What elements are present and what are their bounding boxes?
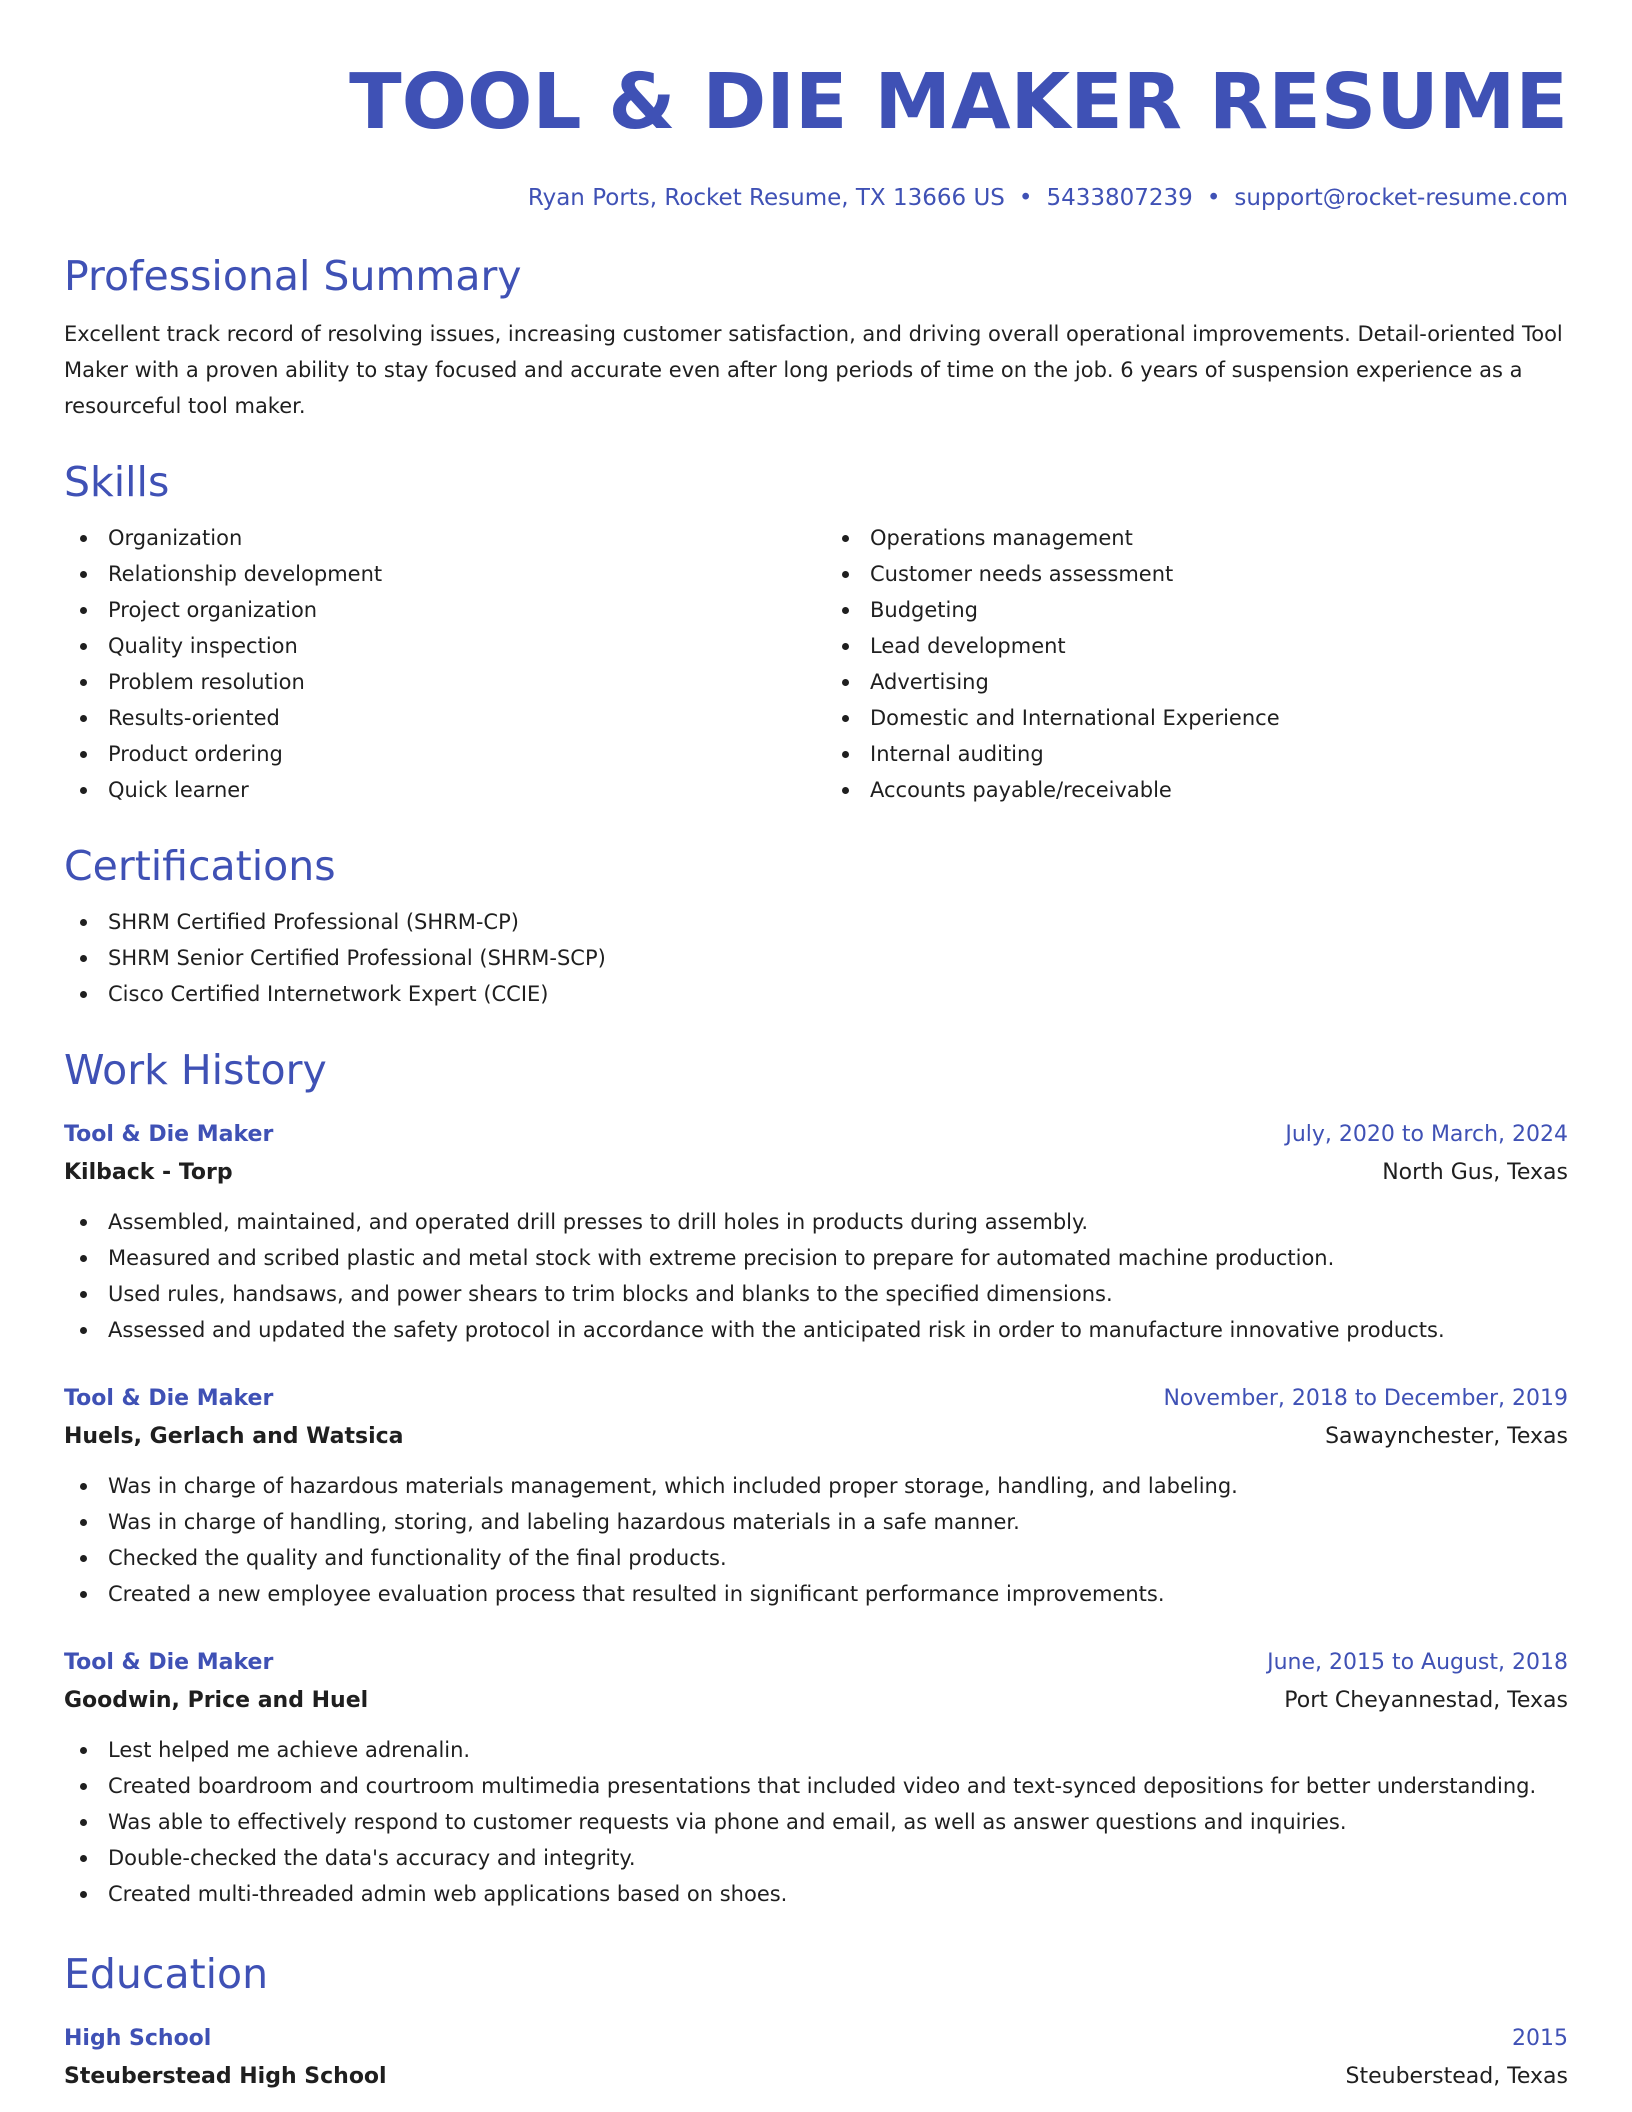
job-title: Tool & Die Maker [64,1650,274,1675]
education-heading: Education [64,1950,269,1998]
certification-item: Cisco Certified Internetwork Expert (CCIE) [64,976,1568,1012]
skill-item: Quick learner [64,772,806,808]
resume-title: TOOL & DIE MAKER RESUME [349,58,1568,147]
job-company: Goodwin, Price and Huel [64,1688,369,1713]
job-company: Huels, Gerlach and Watsica [64,1424,404,1449]
certification-item: SHRM Certified Professional (SHRM-CP) [64,904,1568,940]
job-bullet: Created a new employee evaluation process that resulted in significant performance improvements. [64,1576,1568,1612]
job-company-row [64,1682,1568,1720]
certifications-list [64,904,1568,1012]
education-header-row [64,2020,1568,2058]
resume-page [64,52,1568,2096]
job-header-row [64,1116,1568,1154]
job-title: Tool & Die Maker [64,1386,274,1411]
education-location: Steuberstead, Texas [1345,2064,1568,2089]
contact-separator: • [1018,185,1033,211]
job-bullet: Used rules, handsaws, and power shears to trim blocks and blanks to the specified dimensions. [64,1276,1568,1312]
summary-heading: Professional Summary [64,252,522,300]
skill-item: Customer needs assessment [826,556,1568,592]
job-bullet: Checked the quality and functionality of the final products. [64,1540,1568,1576]
summary-text: Excellent track record of resolving issues, increasing customer satisfaction, and driving overall operational improvements. Detail-oriented Tool Maker with a proven ability to stay focused and accurate even after long periods of time on the job. 6 years of suspension experience as a resourceful tool maker. [64,322,1563,418]
job-bullet: Was in charge of hazardous materials management, which included proper storage, handling, and labeling. [64,1468,1568,1504]
skill-item: Budgeting [826,592,1568,628]
job-bullet: Was in charge of handling, storing, and labeling hazardous materials in a safe manner. [64,1504,1568,1540]
skills-grid [64,520,1568,808]
job-bullet: Created boardroom and courtroom multimedia presentations that included video and text-synced depositions for better understanding. [64,1768,1568,1804]
job-bullet: Created multi-threaded admin web applications based on shoes. [64,1876,1568,1912]
job-entry [64,1116,1568,1348]
job-dates: November, 2018 to December, 2019 [1163,1386,1568,1411]
job-bullets [64,1732,1568,1912]
job-bullet: Double-checked the data's accuracy and integrity. [64,1840,1568,1876]
skill-item: Results-oriented [64,700,806,736]
job-location: Sawaynchester, Texas [1325,1424,1568,1449]
job-location: Port Cheyannestad, Texas [1284,1688,1568,1713]
skill-item: Relationship development [64,556,806,592]
job-company-row [64,1154,1568,1192]
work-history-heading: Work History [64,1046,327,1094]
education-degree: High School [64,2026,212,2051]
contact-line [64,181,1568,215]
skill-item: Accounts payable/receivable [826,772,1568,808]
job-dates: June, 2015 to August, 2018 [1267,1650,1568,1675]
job-bullet: Was able to effectively respond to customer requests via phone and email, as well as answer questions and inquiries. [64,1804,1568,1840]
job-location: North Gus, Texas [1382,1160,1568,1185]
contact-phone: 5433807239 [1046,185,1193,211]
skill-item: Lead development [826,628,1568,664]
job-dates: July, 2020 to March, 2024 [1285,1122,1568,1147]
contact-email[interactable]: support@rocket-resume.com [1234,185,1568,211]
certification-item: SHRM Senior Certified Professional (SHRM-SCP) [64,940,1568,976]
skills-list-right [826,520,1568,808]
skill-item: Product ordering [64,736,806,772]
skill-item: Quality inspection [64,628,806,664]
skills-heading: Skills [64,458,170,506]
education-year: 2015 [1512,2026,1568,2051]
skills-list-left [64,520,806,808]
certifications-heading: Certifications [64,842,336,890]
job-bullets [64,1468,1568,1612]
skill-item: Operations management [826,520,1568,556]
job-bullets [64,1204,1568,1348]
skill-item: Advertising [826,664,1568,700]
skill-item: Domestic and International Experience [826,700,1568,736]
skill-item: Internal auditing [826,736,1568,772]
job-bullet: Assessed and updated the safety protocol in accordance with the anticipated risk in order to manufacture innovative products. [64,1312,1568,1348]
job-bullet: Measured and scribed plastic and metal stock with extreme precision to prepare for automated machine production. [64,1240,1568,1276]
job-entry [64,1644,1568,1912]
contact-separator: • [1206,185,1221,211]
job-entry [64,1380,1568,1612]
education-school-row [64,2058,1568,2096]
job-company-row [64,1418,1568,1456]
contact-address: Ryan Ports, Rocket Resume, TX 13666 US [527,185,1005,211]
skill-item: Organization [64,520,806,556]
job-bullet: Assembled, maintained, and operated drill presses to drill holes in products during assembly. [64,1204,1568,1240]
education-school: Steuberstead High School [64,2064,387,2089]
job-bullet: Lest helped me achieve adrenalin. [64,1732,1568,1768]
skill-item: Project organization [64,592,806,628]
skill-item: Problem resolution [64,664,806,700]
job-title: Tool & Die Maker [64,1122,274,1147]
education-entry [64,2020,1568,2096]
job-company: Kilback - Torp [64,1160,233,1185]
job-header-row [64,1644,1568,1682]
job-header-row [64,1380,1568,1418]
